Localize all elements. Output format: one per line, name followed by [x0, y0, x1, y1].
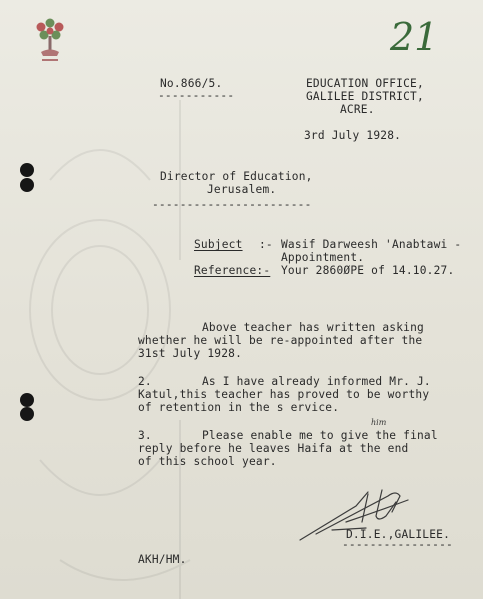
paragraph-3-line-3: of this school year.	[138, 455, 277, 468]
paragraph-3-line-2: reply before he leaves Haifa at the end	[138, 442, 409, 455]
folio-number-text: 21	[390, 15, 438, 59]
handwritten-insert: him	[371, 418, 387, 427]
reference-number-rule: -----------	[158, 89, 235, 102]
addressee-rule: -----------------------	[152, 198, 312, 211]
paragraph-1-line-3: 31st July 1928.	[138, 347, 243, 360]
punch-hole-bottom	[20, 393, 34, 407]
office-line-2: GALILEE DISTRICT,	[306, 90, 424, 103]
office-line-3: ACRE.	[340, 103, 375, 116]
folio-number	[388, 12, 438, 60]
punch-hole-top	[20, 163, 34, 177]
punch-hole-bottom-2	[20, 407, 34, 421]
subject-line-2: Appointment.	[281, 251, 365, 264]
paragraph-3-line-1: Please enable me to give the final	[202, 429, 438, 442]
subject-separator: :-	[259, 238, 273, 251]
signature-block: D.I.E.,GALILEE.	[346, 528, 451, 541]
punch-hole-top-2	[20, 178, 34, 192]
typist-initials: AKH/HM.	[138, 553, 187, 566]
office-line-1: EDUCATION OFFICE,	[306, 77, 424, 90]
paragraph-3-number: 3.	[138, 429, 152, 442]
paragraph-1-line-2: whether he will be re-appointed after the	[138, 334, 423, 347]
subject-label: Subject	[194, 238, 243, 251]
paragraph-1-line-1: Above teacher has written asking	[202, 321, 424, 334]
paragraph-2-line-3: of retention in the s ervice.	[138, 401, 340, 414]
reference-text: Your 2860ØPE of 14.10.27.	[281, 264, 455, 277]
addressee-line-2: Jerusalem.	[207, 183, 277, 196]
reference-number: No.866/5.	[160, 77, 223, 90]
paragraph-2-line-2: Katul,this teacher has proved to be worthy	[138, 388, 430, 401]
tree-emblem-icon	[30, 14, 70, 66]
subject-line-1: Wasif Darweesh 'Anabtawi -	[281, 238, 462, 251]
addressee-line-1: Director of Education,	[160, 170, 313, 183]
paragraph-2-line-1: As I have already informed Mr. J.	[202, 375, 431, 388]
letter-date: 3rd July 1928.	[304, 129, 402, 142]
reference-label: Reference:-	[194, 264, 271, 277]
signature-underline: ----------------	[342, 538, 453, 551]
paragraph-2-number: 2.	[138, 375, 152, 388]
